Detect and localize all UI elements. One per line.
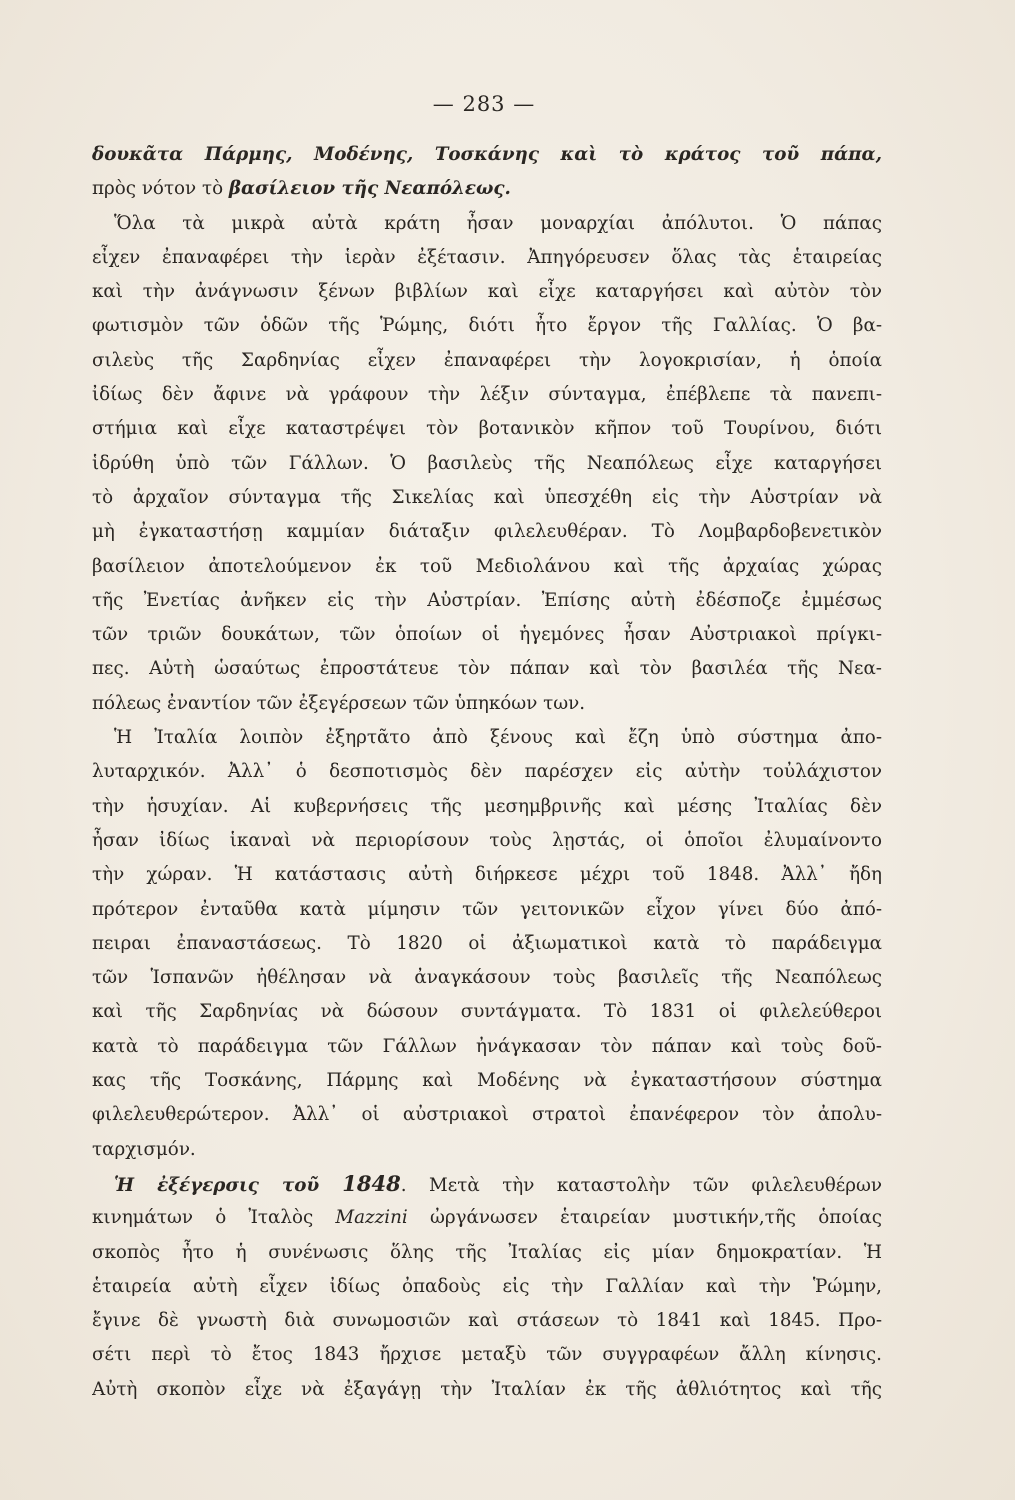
text-segment: τὸ ἀρχαῖον σύνταγμα τῆς Σικελίας καὶ ὑπεσχέθη εἰς τὴν Αὐστρίαν νὰ <box>92 486 882 508</box>
page-number: — 283 — <box>432 92 536 116</box>
text-segment: καὶ τῆς Σαρδηνίας νὰ δώσουν συντάγματα. Τὸ 1831 οἱ φιλελεύθεροι <box>92 1001 882 1023</box>
text-line <box>92 652 882 686</box>
text-segment: Αὐτὴ σκοπὸν εἶχε νὰ ἐξαγάγῃ τὴν Ἰταλίαν ἐκ τῆς ἀθλιότητος καὶ τῆς <box>92 1378 882 1400</box>
text-line <box>92 550 882 584</box>
text-segment: σιλεὺς τῆς Σαρδηνίας εἶχεν ἐπαναφέρει τὴν λογοκρισίαν, ἡ ὁποία <box>92 349 882 371</box>
text-line <box>92 995 882 1029</box>
text-segment: τῶν Ἱσπανῶν ἠθέλησαν νὰ ἀναγκάσουν τοὺς βασιλεῖς τῆς Νεαπόλεως <box>92 967 882 989</box>
text-segment: ἑταιρεία αὐτὴ εἶχεν ἰδίως ὀπαδοὺς εἰς τὴν Γαλλίαν καὶ τὴν Ῥώμην, <box>92 1275 882 1297</box>
text-segment: σκοπὸς ἦτο ἡ συνένωσις ὅλης τῆς Ἰταλίας εἰς μίαν δημοκρατίαν. Ἡ <box>92 1241 882 1263</box>
text-line <box>92 275 882 309</box>
text-line <box>92 1338 882 1372</box>
text-line <box>92 1098 882 1132</box>
text-segment: δουκᾶτα Πάρμης, Μοδένης, Τοσκάνης καὶ τὸ κράτος τοῦ πάπα, <box>92 144 882 165</box>
text-segment: μὴ ἐγκαταστήσῃ καμμίαν διάταξιν φιλελευθέραν. Τὸ Λομβαρδοβενετικὸν <box>92 521 882 543</box>
text-segment: τὴν ἡσυχίαν. Αἱ κυβερνήσεις τῆς μεσημβρινῆς καὶ μέσης Ἰταλίας δὲν <box>92 795 882 817</box>
text-line <box>92 584 882 618</box>
text-segment: στήμια καὶ εἶχε καταστρέψει τὸν βοτανικὸν κῆπον τοῦ Τουρίνου, διότι <box>92 418 882 440</box>
text-line <box>92 207 882 241</box>
text-segment: Mazzini <box>335 1207 408 1229</box>
text-segment: εἶχεν ἐπαναφέρει τὴν ἱερὰν ἐξέτασιν. Ἀπηγόρευσεν ὅλας τὰς ἑταιρείας <box>92 246 882 268</box>
text-line <box>92 1167 882 1201</box>
text-segment: τὴν χώραν. Ἡ κατάστασις αὐτὴ διήρκεσε μέχρι τοῦ 1848. Ἀλλ᾽ ἤδη <box>92 864 882 886</box>
text-segment: 1848 <box>342 1170 401 1196</box>
text-segment: κας τῆς Τοσκάνης, Πάρμης καὶ Μοδένης νὰ ἐγκαταστήσουν σύστημα <box>92 1070 882 1092</box>
text-segment: ἱδρύθη ὑπὸ τῶν Γάλλων. Ὁ βασιλεὺς τῆς Νεαπόλεως εἶχε καταργήσει <box>92 452 882 474</box>
text-line <box>92 241 882 275</box>
text-segment: πρότερον ἐνταῦθα κατὰ μίμησιν τῶν γειτονικῶν εἶχον γίνει δύο ἀπό- <box>92 898 882 920</box>
text-line <box>92 755 882 789</box>
text-segment: Ἡ ἐξέγερσις τοῦ <box>114 1174 343 1196</box>
text-segment: ἦσαν ἰδίως ἱκαναὶ νὰ περιορίσουν τοὺς λῃστάς, οἱ ὁποῖοι ἐλυμαίνοντο <box>92 829 882 851</box>
text-segment: σέτι περὶ τὸ ἔτος 1843 ἤρχισε μεταξὺ τῶν συγγραφέων ἄλλη κίνησις. <box>92 1344 882 1366</box>
text-line <box>92 961 882 995</box>
text-line <box>92 618 882 652</box>
text-line <box>92 515 882 549</box>
text-line <box>92 1201 882 1235</box>
text-line <box>92 1236 882 1270</box>
text-line <box>92 344 882 378</box>
text-line <box>92 138 882 172</box>
text-line <box>92 378 882 412</box>
text-segment: . Μετὰ τὴν καταστολὴν τῶν φιλελευθέρων <box>400 1174 882 1196</box>
text-segment: Ὅλα τὰ μικρὰ αὐτὰ κράτη ἦσαν μοναρχίαι ἀπόλυτοι. Ὁ πάπας <box>114 212 882 234</box>
text-line <box>92 1304 882 1338</box>
text-segment: κινημάτων ὁ Ἰταλὸς <box>92 1207 336 1229</box>
text-segment: φωτισμὸν τῶν ὁδῶν τῆς Ῥώμης, διότι ἦτο ἔργον τῆς Γαλλίας. Ὁ βα- <box>92 315 882 337</box>
text-segment: καὶ τὴν ἀνάγνωσιν ξένων βιβλίων καὶ εἶχε καταργήσει καὶ αὐτὸν τὸν <box>92 281 882 303</box>
text-segment: Ἡ Ἰταλία λοιπὸν ἐξηρτᾶτο ἀπὸ ξένους καὶ ἔζη ὑπὸ σύστημα ἀπο- <box>114 727 882 749</box>
text-line <box>92 172 882 206</box>
text-segment: λυταρχικόν. Ἀλλ᾽ ὁ δεσποτισμὸς δὲν παρέσχεν εἰς αὐτὴν τοὐλάχιστον <box>92 761 882 783</box>
text-segment: φιλελευθερώτερον. Ἀλλ᾽ οἱ αὐστριακοὶ στρατοὶ ἐπανέφερον τὸν ἀπολυ- <box>92 1104 882 1126</box>
text-line <box>92 481 882 515</box>
text-line <box>92 1133 882 1167</box>
text-segment: τῆς Ἐνετίας ἀνῆκεν εἰς τὴν Αὐστρίαν. Ἐπίσης αὐτὴ ἐδέσποζε ἐμμέσως <box>92 589 882 611</box>
text-line <box>92 927 882 961</box>
text-segment: βασίλειον ἀποτελούμενον ἐκ τοῦ Μεδιολάνου καὶ τῆς ἀρχαίας χώρας <box>92 555 882 577</box>
text-segment: τῶν τριῶν δουκάτων, τῶν ὁποίων οἱ ἡγεμόνες ἦσαν Αὐστριακοὶ πρίγκι- <box>92 624 882 646</box>
text-line <box>92 687 882 721</box>
text-line <box>92 309 882 343</box>
text-segment: ὠργάνωσεν ἑταιρείαν μυστικήν,τῆς ὁποίας <box>407 1207 882 1229</box>
text-segment: ἔγινε δὲ γνωστὴ διὰ συνωμοσιῶν καὶ στάσεων τὸ 1841 καὶ 1845. Προ- <box>92 1310 882 1332</box>
body-text <box>92 138 882 1407</box>
text-line <box>92 412 882 446</box>
text-line <box>92 858 882 892</box>
text-line <box>92 1064 882 1098</box>
text-line <box>92 721 882 755</box>
text-segment: πες. Αὐτὴ ὡσαύτως ἐπροστάτευε τὸν πάπαν καὶ τὸν βασιλέα τῆς Νεα- <box>92 658 882 680</box>
text-segment: ταρχισμόν. <box>92 1138 196 1160</box>
text-segment: πόλεως ἐναντίον τῶν ἐξεγέρσεων τῶν ὑπηκόων των. <box>92 692 586 714</box>
text-line <box>92 824 882 858</box>
text-line <box>92 790 882 824</box>
text-segment: βασίλειον τῆς Νεαπόλεως. <box>228 178 511 200</box>
text-line <box>92 893 882 927</box>
text-segment: ἰδίως δὲν ἄφινε νὰ γράφουν τὴν λέξιν σύνταγμα, ἐπέβλεπε τὰ πανεπι- <box>92 384 882 406</box>
text-segment: κατὰ τὸ παράδειγμα τῶν Γάλλων ἠνάγκασαν τὸν πάπαν καὶ τοὺς δοῦ- <box>92 1035 882 1057</box>
text-line <box>92 1373 882 1407</box>
text-line <box>92 1030 882 1064</box>
text-line <box>92 447 882 481</box>
text-segment: πειραι ἐπαναστάσεως. Τὸ 1820 οἱ ἀξιωματικοὶ κατὰ τὸ παράδειγμα <box>92 932 882 954</box>
text-segment: πρὸς νότον τὸ <box>92 178 229 200</box>
text-line <box>92 1270 882 1304</box>
